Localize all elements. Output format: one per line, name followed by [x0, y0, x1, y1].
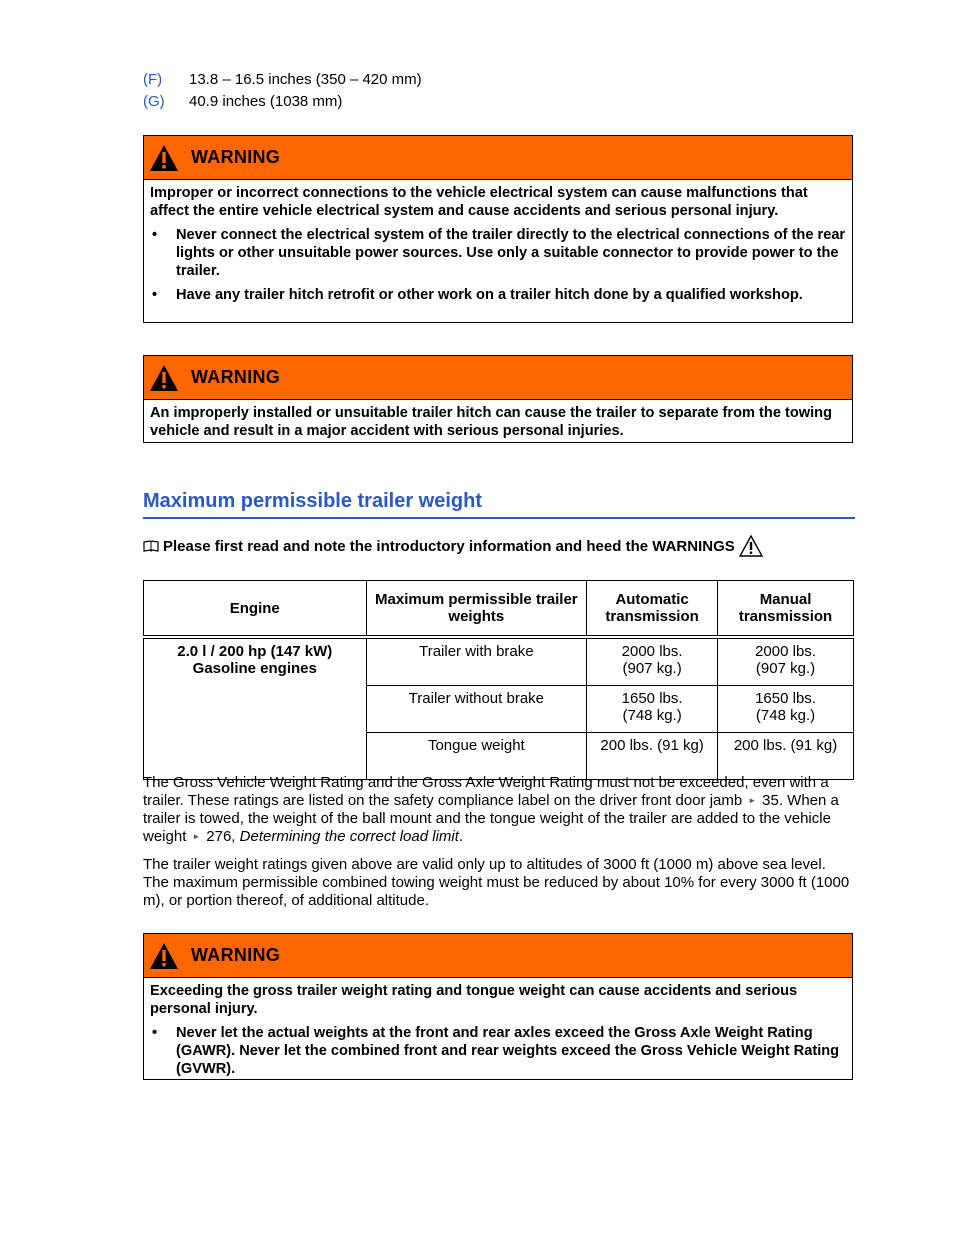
- intro-line: [143, 535, 763, 557]
- warning-text: An improperly installed or unsuitable trailer hitch can cause the trailer to separate from the towing vehicle and result in a major accident with serious personal injuries.: [150, 405, 833, 439]
- dimension-list: [143, 69, 422, 113]
- cell-line: 2000 lbs.: [621, 643, 683, 660]
- dimension-value: 13.8 – 16.5 inches (350 – 420 mm): [189, 71, 422, 88]
- table-cell-label: Tongue weight: [366, 733, 587, 780]
- table-cell-manual: 200 lbs. (91 kg): [718, 733, 854, 780]
- page-ref-arrow-icon: ►: [748, 796, 757, 806]
- table-cell-auto: 200 lbs. (91 kg): [587, 733, 718, 780]
- warning-bullet-text: Have any trailer hitch retrofit or other work on a trailer hitch done by a qualified workshop.: [176, 287, 803, 303]
- warning-box-electrical: [143, 135, 853, 323]
- cell-line: (907 kg.): [755, 660, 816, 677]
- engine-line: Gasoline engines: [192, 660, 317, 677]
- table-header-row: [144, 581, 854, 638]
- warning-triangle-icon: [149, 942, 179, 970]
- paragraph-end: .: [458, 828, 464, 846]
- cell-line: 2000 lbs.: [755, 643, 816, 660]
- warning-body: [144, 978, 852, 1089]
- bullet-dot-icon: •: [152, 1025, 158, 1041]
- paragraph-text: The Gross Vehicle Weight Rating and the Gross Axle Weight Rating must not be exceeded, even with a trailer. These ratings are listed on the safety compliance label on the driver front door jamb: [143, 774, 829, 809]
- paragraph-text: When a trailer is towed, the weight of the ball mount and the tongue weight of the trailer are added to the vehicle weight: [143, 792, 839, 846]
- dimension-row: [143, 69, 422, 91]
- warning-bullet: [150, 226, 846, 280]
- cell-line: 1650 lbs.: [621, 690, 683, 707]
- bullet-dot-icon: •: [152, 287, 158, 303]
- table-cell-auto: [587, 686, 718, 733]
- section-heading: Maximum permissible trailer weight: [143, 490, 855, 519]
- warning-triangle-icon: [149, 144, 179, 172]
- warning-text: Exceeding the gross trailer weight rating and tongue weight can cause accidents and serious personal injury.: [150, 983, 798, 1017]
- page-ref-link[interactable]: 35.: [762, 792, 783, 809]
- warning-title: WARNING: [191, 367, 281, 387]
- warning-header: [144, 356, 852, 400]
- warning-bullet-text: Never let the actual weights at the front and rear axles exceed the Gross Axle Weight Rating (GAWR). Never let the combined front and rear weights exceed the Gross Vehicle Weight Rating (GVWR).: [176, 1025, 840, 1077]
- dimension-value: 40.9 inches (1038 mm): [189, 93, 343, 110]
- table-header-cell: Automatic transmission: [587, 581, 718, 638]
- cell-line: (748 kg.): [755, 707, 816, 724]
- cross-reference-title[interactable]: Determining the correct load limit: [239, 828, 459, 846]
- warning-body: [144, 400, 852, 451]
- dimension-row: [143, 91, 422, 113]
- table-row: [144, 637, 854, 686]
- intro-text: Please first read and note the introductory information and heed the WARNINGS: [163, 537, 735, 555]
- warning-title: WARNING: [191, 945, 281, 965]
- warning-header: [144, 136, 852, 180]
- dimension-key: (G): [143, 93, 165, 110]
- engine-cell: [144, 637, 367, 780]
- warning-box-hitch: [143, 355, 853, 443]
- table-cell-auto: [587, 637, 718, 686]
- table-cell-label: Trailer without brake: [366, 686, 587, 733]
- warning-triangle-icon[interactable]: [739, 535, 763, 557]
- table-header-cell: Maximum permissible trailer weights: [366, 581, 587, 638]
- trailer-weight-table: [143, 580, 854, 780]
- warning-title: WARNING: [191, 147, 281, 167]
- table-cell-label: Trailer with brake: [366, 637, 587, 686]
- page-ref-link[interactable]: 276,: [206, 828, 236, 846]
- page-ref-arrow-icon: ►: [192, 832, 201, 842]
- table-header-cell: Engine: [144, 581, 367, 638]
- table-cell-manual: [718, 686, 854, 733]
- warning-bullet-text: Never connect the electrical system of the trailer directly to the electrical connections of the rear lights or other unsuitable power sources. Use only a suitable connector to provide power to the trailer.: [176, 227, 846, 279]
- warning-text: Improper or incorrect connections to the vehicle electrical system can cause malfunctions that affect the entire vehicle electrical system and cause accidents and serious personal injury.: [150, 185, 808, 219]
- altitude-paragraph: The trailer weight ratings given above are valid only up to altitudes of 3000 ft (1000 m) above sea level. The maximum permissible combined towing weight must be reduced by about 10% for every 3000 ft (1000 m), or portion thereof, of additional altitude.: [143, 856, 850, 909]
- table-header-cell: Manual transmission: [718, 581, 854, 638]
- warning-header: [144, 934, 852, 978]
- cell-line: 1650 lbs.: [755, 690, 816, 707]
- engine-line: 2.0 l / 200 hp (147 kW): [177, 643, 333, 660]
- dimension-key: (F): [143, 71, 163, 88]
- cell-line: (748 kg.): [622, 707, 682, 724]
- cell-line: (907 kg.): [622, 660, 682, 677]
- warning-body: [144, 180, 852, 315]
- table-cell-manual: [718, 637, 854, 686]
- warning-box-weight: [143, 933, 853, 1080]
- warning-bullet: [150, 1024, 846, 1078]
- bullet-dot-icon: •: [152, 227, 158, 243]
- gvwr-paragraph: [143, 774, 855, 846]
- warning-triangle-icon: [149, 364, 179, 392]
- open-book-icon: [143, 540, 159, 552]
- warning-bullet: [150, 286, 846, 304]
